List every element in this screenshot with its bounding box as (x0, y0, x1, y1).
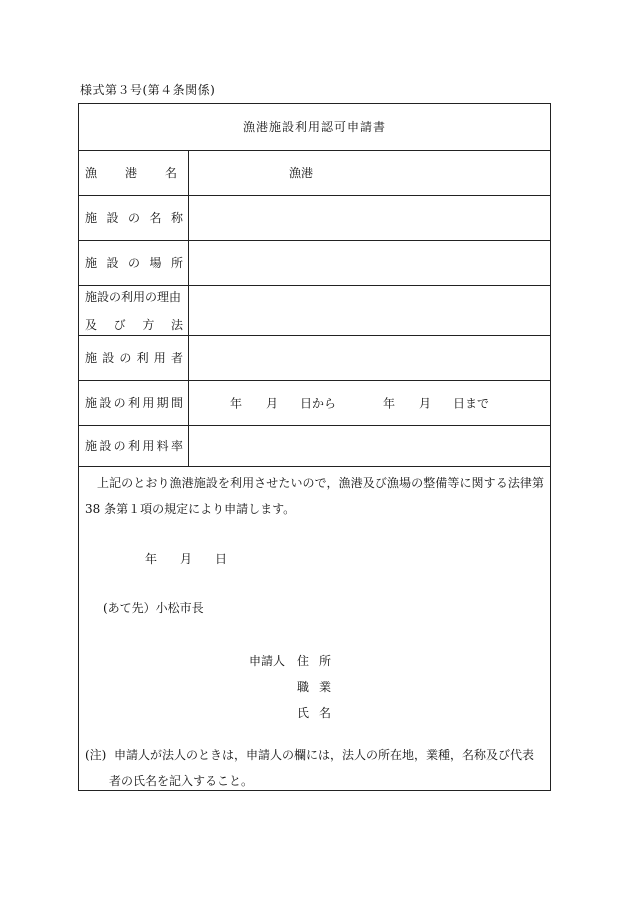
label-port-name: 漁 港 名 (79, 150, 189, 195)
applicant-block (249, 648, 331, 726)
field-port-name[interactable] (189, 150, 550, 195)
label-facility-location: 施 設 の 場 所 (79, 240, 189, 285)
occupation-label: 職 業 (297, 680, 331, 694)
address-label: 住 所 (297, 654, 331, 668)
to-day: 日まで (453, 396, 490, 410)
label-facility-name: 施 設 の 名 称 (79, 195, 189, 240)
note (85, 742, 544, 794)
from-day: 日から (300, 396, 337, 410)
row-user (79, 335, 550, 381)
date-day: 日 (215, 552, 228, 566)
label-user: 施 設 の 利 用 者 (79, 335, 189, 380)
row-fee (79, 425, 550, 467)
row-period (79, 380, 550, 426)
addressee: (あて先）小松市長 (103, 601, 204, 615)
field-period[interactable] (189, 380, 550, 425)
note-mark: (注) (85, 748, 107, 762)
row-facility-location (79, 240, 550, 286)
field-facility-location[interactable] (189, 240, 550, 285)
row-facility-name (79, 195, 550, 241)
applicant-label: 申請人 (249, 654, 286, 668)
from-month: 月 (266, 396, 279, 410)
statement-text: 上記のとおり漁港施設を利用させたいので，漁港及び漁場の整備等に関する法律第 38 条第１項の規定により申請します。 (85, 476, 544, 516)
row-usage-reason (79, 285, 550, 336)
name-label: 氏 名 (297, 706, 331, 720)
from-year: 年 (230, 396, 243, 410)
label-period: 施 設 の 利 用 期 間 (79, 380, 189, 425)
date-month: 月 (180, 552, 193, 566)
note-text: 申請人が法人のときは，申請人の欄には，法人の所在地，業種，名称及び代表者の氏名を記入すること。 (109, 748, 535, 788)
to-month: 月 (419, 396, 432, 410)
label-usage-reason: 施設の利用の理由 及 び 方 法 (79, 285, 189, 335)
field-usage-reason[interactable] (189, 285, 550, 335)
field-fee[interactable] (189, 425, 550, 466)
port-name-value: 漁港 (289, 166, 314, 180)
row-port-name (79, 150, 550, 196)
label-fee: 施 設 の 利 用 料 率 (79, 425, 189, 466)
to-year: 年 (383, 396, 396, 410)
field-user[interactable] (189, 335, 550, 380)
form-title: 漁港施設利用認可申請書 (79, 104, 550, 151)
application-form (78, 103, 551, 791)
form-number: 様式第３号(第４条関係) (80, 83, 216, 97)
date-year: 年 (145, 552, 158, 566)
field-facility-name[interactable] (189, 195, 550, 240)
